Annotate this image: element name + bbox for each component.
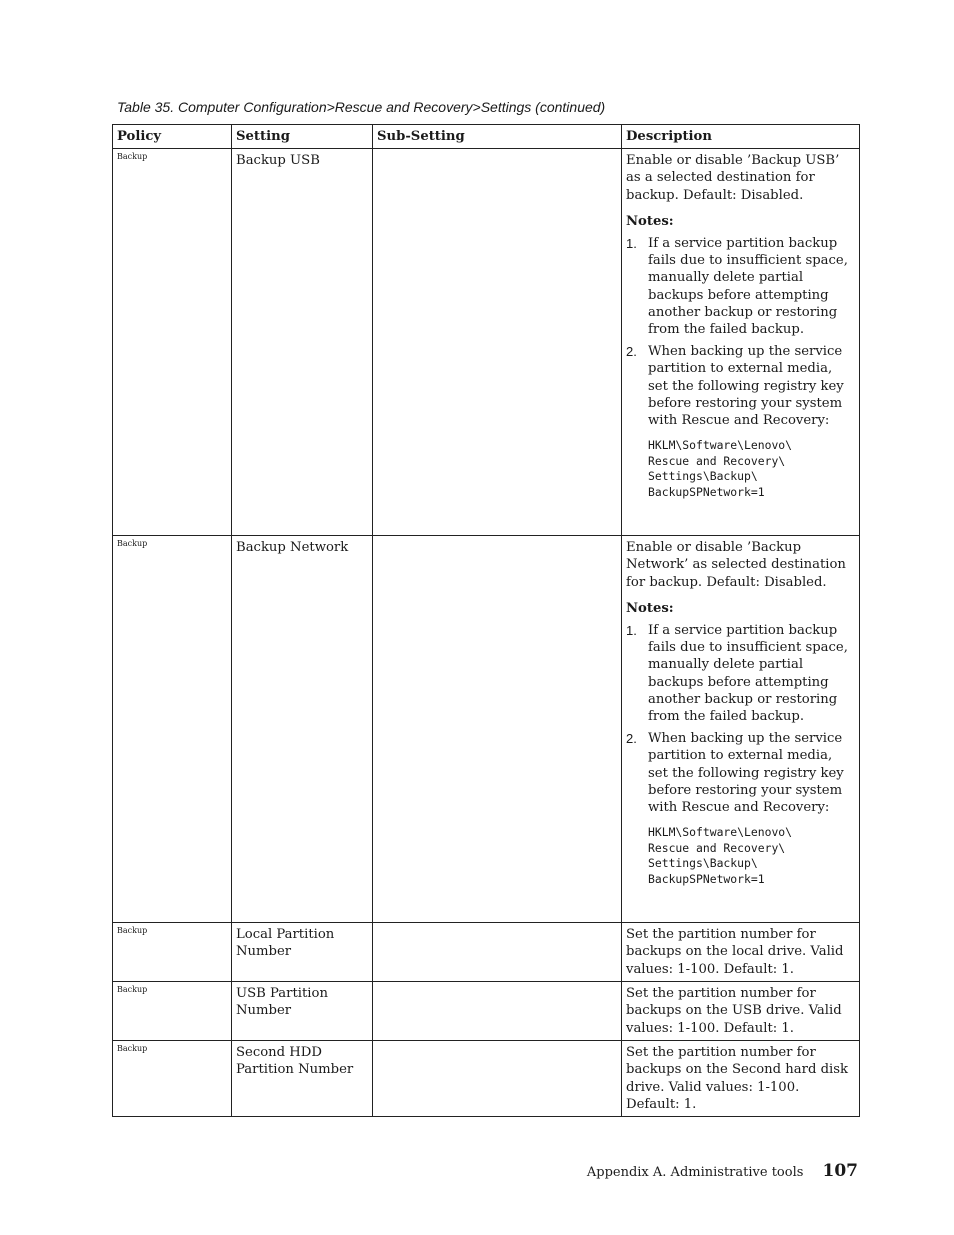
table-row: [113, 536, 860, 923]
registry-key-code: HKLM\Software\Lenovo\ Rescue and Recovery\ Settings\Backup\ BackupSPNetwork=1: [648, 438, 793, 500]
setting-cell: Backup Network: [232, 536, 373, 923]
header-setting: Setting: [232, 125, 373, 149]
page-footer: [587, 1161, 858, 1181]
footer-section-title: Appendix A. Administrative tools: [586, 1165, 804, 1180]
note-item: [626, 235, 855, 338]
subsetting-cell: [373, 149, 622, 536]
policy-cell: Backup: [113, 982, 232, 1041]
note-item: [626, 622, 855, 725]
setting-cell: Backup USB: [232, 149, 373, 536]
description-cell: Set the partition number for backups on the USB drive. Valid values: 1-100. Default: 1.: [622, 982, 860, 1041]
description-cell: Set the partition number for backups on the local drive. Valid values: 1-100. Default: 1.: [622, 923, 860, 982]
note-item: [626, 343, 855, 429]
settings-table: [112, 124, 860, 1117]
header-subsetting: Sub-Setting: [373, 125, 622, 149]
table-caption: Table 35. Computer Configuration>Rescue and Recovery>Settings (continued): [117, 99, 606, 115]
notes-list: [626, 235, 855, 429]
description-cell: [622, 149, 860, 536]
description-text: Enable or disable ’Backup USB’ as a selected destination for backup. Default: Disabled.: [626, 153, 840, 203]
description-text: Enable or disable ’Backup Network’ as selected destination for backup. Default: Disabled.: [626, 540, 846, 590]
table-row: [113, 1041, 860, 1117]
policy-cell: Backup: [113, 923, 232, 982]
note-text: When backing up the service partition to external media, set the following registry key before restoring your system with Rescue and Recovery:: [648, 344, 844, 429]
policy-cell: Backup: [113, 149, 232, 536]
table-row: [113, 149, 860, 536]
note-number: 2.: [626, 344, 637, 360]
policy-cell: Backup: [113, 536, 232, 923]
note-number: 1.: [626, 623, 637, 639]
table-row: [113, 982, 860, 1041]
note-text: If a service partition backup fails due to insufficient space, manually delete partial backups before attempting another backup or restoring from the failed backup.: [648, 623, 848, 725]
subsetting-cell: [373, 1041, 622, 1117]
header-description: Description: [622, 125, 860, 149]
notes-list: [626, 622, 855, 816]
description-cell: [622, 536, 860, 923]
notes-label: Notes:: [626, 600, 674, 616]
note-text: When backing up the service partition to external media, set the following registry key before restoring your system with Rescue and Recovery:: [648, 731, 844, 816]
table-header-row: [113, 125, 860, 149]
description-cell: Set the partition number for backups on the Second hard disk drive. Valid values: 1-100. Default: 1.: [622, 1041, 860, 1117]
note-text: If a service partition backup fails due to insufficient space, manually delete partial backups before attempting another backup or restoring from the failed backup.: [648, 236, 848, 338]
registry-key-code: HKLM\Software\Lenovo\ Rescue and Recovery\ Settings\Backup\ BackupSPNetwork=1: [648, 825, 793, 887]
note-item: [626, 730, 855, 816]
note-number: 2.: [626, 731, 637, 747]
notes-label: Notes:: [626, 213, 674, 229]
subsetting-cell: [373, 536, 622, 923]
note-number: 1.: [626, 236, 637, 252]
setting-cell: Local Partition Number: [232, 923, 373, 982]
subsetting-cell: [373, 982, 622, 1041]
page-number: 107: [822, 1161, 858, 1181]
setting-cell: Second HDD Partition Number: [232, 1041, 373, 1117]
table-row: [113, 923, 860, 982]
setting-cell: USB Partition Number: [232, 982, 373, 1041]
subsetting-cell: [373, 923, 622, 982]
header-policy: Policy: [113, 125, 232, 149]
policy-cell: Backup: [113, 1041, 232, 1117]
